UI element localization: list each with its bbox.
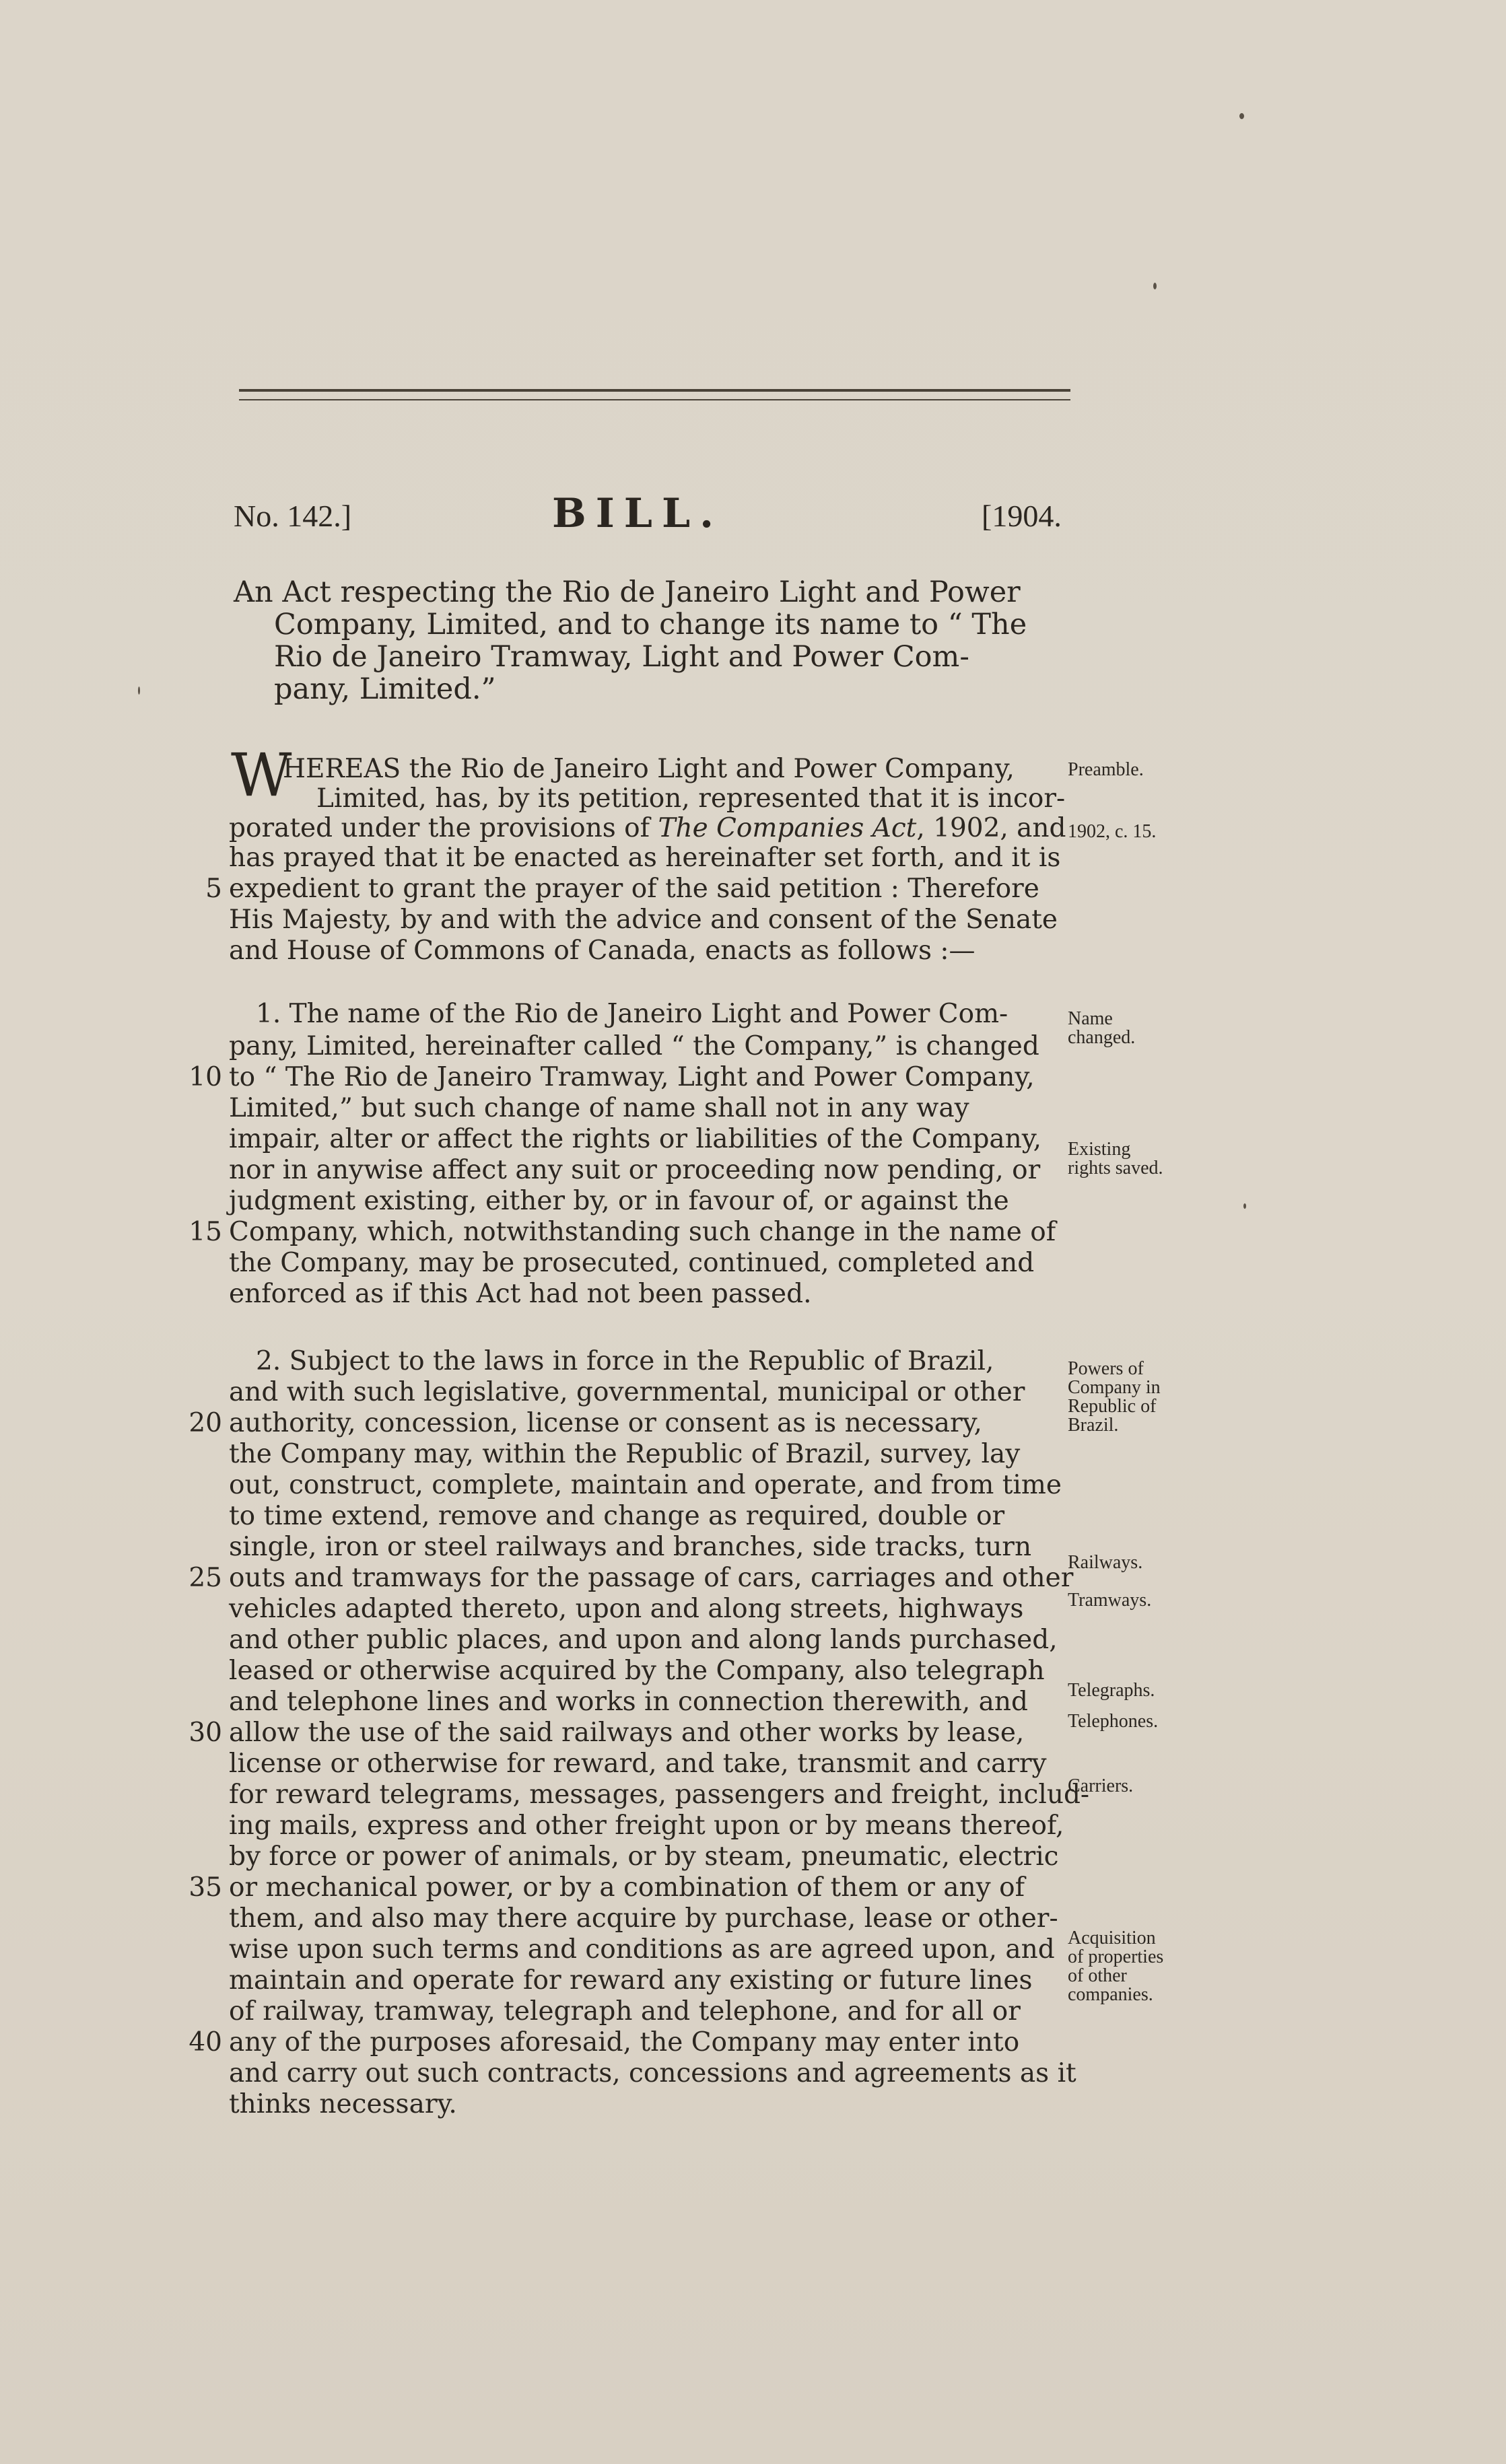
margin-note-statute: 1902, c. 15. (1068, 821, 1157, 842)
preamble-line: Limited, has, by its petition, represented that it is incor- (316, 783, 1066, 814)
section2-line: any of the purposes aforesaid, the Company may enter into (229, 2027, 1020, 2057)
section2-line: for reward telegrams, messages, passengers and freight, includ- (229, 1780, 1090, 1810)
margin-note-telephones: Telephones. (1068, 1711, 1159, 1732)
bill-year: [1904. (982, 499, 1062, 533)
section2-line: and carry out such contracts, concessions and agreements as it (229, 2058, 1076, 2088)
paper-speck (138, 687, 140, 695)
section1-line: nor in anywise affect any suit or proceeding now pending, or (229, 1155, 1041, 1185)
line-number: 10 (189, 1062, 222, 1092)
margin-note-rights-saved: Existing rights saved. (1068, 1139, 1163, 1178)
section1-line: pany, Limited, hereinafter called “ the Company,” is changed (229, 1031, 1039, 1061)
section1-line: 1. The name of the Rio de Janeiro Light and Power Com- (256, 999, 1008, 1029)
section2-line: by force or power of animals, or by steam, pneumatic, electric (229, 1841, 1059, 1872)
line-number: 30 (189, 1718, 222, 1748)
section2-line: of railway, tramway, telegraph and telephone, and for all or (229, 1996, 1021, 2027)
bill-heading: BILL. (552, 490, 724, 537)
section2-line: maintain and operate for reward any existing or future lines (229, 1965, 1033, 1996)
section2-line: outs and tramways for the passage of cars, carriages and other (229, 1563, 1074, 1593)
top-rule-thin (239, 399, 1070, 400)
preamble-line: His Majesty, by and with the advice and consent of the Senate (229, 905, 1058, 935)
section1-line: Limited,” but such change of name shall not in any way (229, 1093, 969, 1123)
margin-note-telegraphs: Telegraphs. (1068, 1680, 1155, 1701)
margin-note-tramways: Tramways. (1068, 1590, 1152, 1611)
preamble-line: and House of Commons of Canada, enacts as follows :— (229, 936, 976, 966)
line-number: 5 (205, 874, 222, 904)
paper-speck (1243, 1203, 1246, 1209)
margin-note-carriers: Carriers. (1068, 1775, 1134, 1796)
section2-line: ing mails, express and other freight upon or by means thereof, (229, 1810, 1064, 1841)
section1-line: to “ The Rio de Janeiro Tramway, Light and Power Company, (229, 1062, 1035, 1092)
section1-line: judgment existing, either by, or in favour of, or against the (229, 1186, 1009, 1216)
line-number: 15 (189, 1217, 222, 1247)
margin-note-railways: Railways. (1068, 1552, 1143, 1573)
section2-line: them, and also may there acquire by purchase, lease or other- (229, 1903, 1058, 1934)
paper-speck (1153, 283, 1157, 289)
top-rule-thick (239, 389, 1070, 392)
section2-line: wise upon such terms and conditions as are agreed upon, and (229, 1934, 1055, 1965)
margin-note-powers: Powers of Company in Republic of Brazil. (1068, 1358, 1161, 1436)
section2-line: the Company may, within the Republic of Brazil, survey, lay (229, 1439, 1021, 1469)
section2-line: license or otherwise for reward, and take, transmit and carry (229, 1749, 1047, 1779)
title-line: An Act respecting the Rio de Janeiro Light and Power (234, 575, 1021, 609)
section2-line: 2. Subject to the laws in force in the Republic of Brazil, (256, 1346, 994, 1376)
section2-line: and telephone lines and works in connection therewith, and (229, 1687, 1029, 1717)
act-title (234, 576, 1075, 705)
section2-line: or mechanical power, or by a combination of them or any of (229, 1872, 1025, 1903)
section1-line: the Company, may be prosecuted, continued, completed and (229, 1248, 1035, 1278)
section2-line: single, iron or steel railways and branches, side tracks, turn (229, 1532, 1032, 1562)
section2-line: allow the use of the said railways and other works by lease, (229, 1718, 1025, 1748)
section2-line: out, construct, complete, maintain and operate, and from time (229, 1470, 1062, 1500)
preamble-line: has prayed that it be enacted as hereinafter set forth, and it is (229, 843, 1061, 873)
line-number: 25 (189, 1563, 222, 1593)
bill-number: No. 142.] (234, 499, 352, 533)
section1-line: enforced as if this Act had not been passed. (229, 1279, 812, 1309)
section2-line: thinks necessary. (229, 2089, 457, 2119)
preamble-line: porated under the provisions of The Companies Act, 1902, and (229, 813, 1066, 843)
margin-note-name-changed: Name changed. (1068, 1008, 1136, 1048)
section2-line: to time extend, remove and change as required, double or (229, 1501, 1005, 1531)
section2-line: authority, concession, license or consent as is necessary, (229, 1408, 982, 1438)
line-number: 20 (189, 1408, 222, 1438)
title-line: pany, Limited.” (274, 672, 496, 706)
section1-line: Company, which, notwithstanding such change in the name of (229, 1217, 1056, 1247)
line-number: 40 (189, 2027, 222, 2057)
preamble-line: expedient to grant the prayer of the said petition : Therefore (229, 874, 1039, 904)
drop-cap: W (231, 740, 292, 810)
section1-line: impair, alter or affect the rights or liabilities of the Company, (229, 1124, 1042, 1154)
section2-line: leased or otherwise acquired by the Company, also telegraph (229, 1656, 1045, 1686)
title-line: Rio de Janeiro Tramway, Light and Power Com- (274, 640, 969, 674)
margin-note-acquisition: Acquisition of properties of other companies. (1068, 1928, 1164, 2005)
paper-speck (1239, 113, 1244, 119)
line-number: 35 (189, 1872, 222, 1903)
section2-line: vehicles adapted thereto, upon and along streets, highways (229, 1594, 1024, 1624)
section2-line: and other public places, and upon and along lands purchased, (229, 1625, 1058, 1655)
title-line: Company, Limited, and to change its name to “ The (274, 608, 1027, 641)
section2-line: and with such legislative, governmental, municipal or other (229, 1377, 1025, 1407)
preamble-line: HEREAS the Rio de Janeiro Light and Power Company, (283, 754, 1015, 784)
margin-note-preamble: Preamble. (1068, 759, 1144, 780)
